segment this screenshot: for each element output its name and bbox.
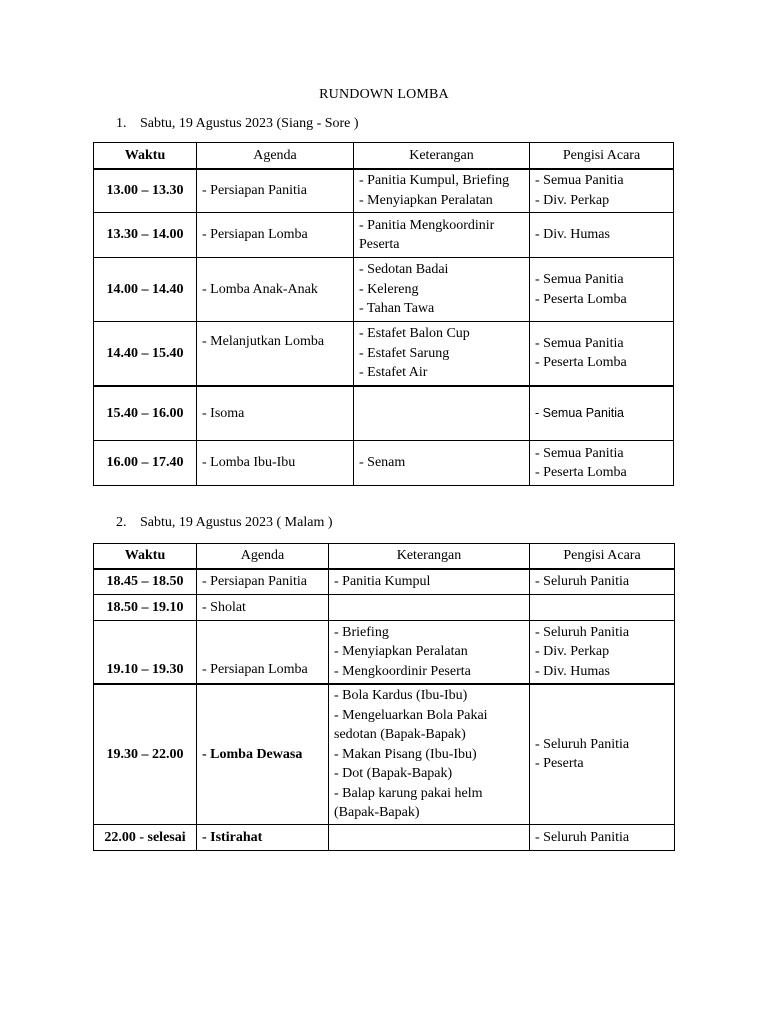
schedule-table-1 [93, 142, 674, 486]
keterangan-line: (Bapak-Bapak) [334, 805, 420, 820]
pengisi-line: - Div. Humas [535, 663, 610, 679]
keterangan-line: - Makan Pisang (Ibu-Ibu) [334, 746, 477, 762]
keterangan-line: - Mengkoordinir Peserta [334, 663, 471, 679]
pengisi-line: - Peserta Lomba [535, 355, 627, 371]
cell-keterangan [354, 258, 530, 322]
keterangan-line: - Dot (Bapak-Bapak) [334, 766, 453, 781]
cell-pengisi [530, 169, 674, 213]
cell-waktu: 15.40 – 16.00 [94, 386, 197, 441]
cell-agenda: - Sholat [197, 595, 329, 621]
keterangan-line: - Estafet Air [359, 365, 428, 380]
table-row [94, 258, 674, 322]
header-agenda: Agenda [197, 544, 329, 569]
section-2-heading [116, 515, 333, 531]
schedule-table-2 [93, 543, 675, 851]
keterangan-line: - Sedotan Badai [359, 262, 449, 278]
pengisi-line: - Seluruh Panitia [535, 736, 630, 752]
cell-agenda: - Melanjutkan Lomba [197, 322, 354, 386]
cell-pengisi [530, 621, 675, 684]
cell-waktu: 13.00 – 13.30 [94, 169, 197, 213]
pengisi-line: - Peserta Lomba [535, 291, 627, 307]
header-waktu: Waktu [94, 143, 197, 169]
pengisi-line: - Semua Panitia [535, 445, 624, 461]
cell-keterangan [354, 441, 530, 486]
cell-agenda: - Istirahat [197, 825, 329, 851]
keterangan-line: - Panitia Kumpul [334, 574, 431, 589]
keterangan-line: - Briefing [334, 624, 389, 640]
cell-pengisi [530, 441, 674, 486]
cell-waktu: 14.00 – 14.40 [94, 258, 197, 322]
keterangan-line: - Kelereng [359, 281, 419, 297]
header-waktu: Waktu [94, 544, 197, 569]
table-row [94, 684, 675, 825]
pengisi-line: - Semua Panitia [535, 173, 624, 189]
keterangan-line: - Bola Kardus (Ibu-Ibu) [334, 688, 468, 703]
cell-keterangan [354, 169, 530, 213]
cell-agenda: - Persiapan Lomba [197, 621, 329, 684]
cell-pengisi [530, 825, 675, 851]
cell-keterangan [354, 213, 530, 258]
table-row [94, 322, 674, 386]
table-row [94, 621, 675, 684]
pengisi-line: - Semua Panitia [535, 405, 624, 420]
cell-waktu: 19.10 – 19.30 [94, 621, 197, 684]
table-row [94, 386, 674, 441]
table-row [94, 825, 675, 851]
keterangan-line: - Mengeluarkan Bola Pakai [334, 707, 488, 723]
table-row [94, 595, 675, 621]
table-header-row [94, 143, 674, 169]
cell-waktu: 16.00 – 17.40 [94, 441, 197, 486]
cell-keterangan [329, 684, 530, 825]
cell-agenda: - Lomba Dewasa [197, 684, 329, 825]
pengisi-line: - Peserta [535, 756, 584, 772]
cell-waktu: 18.50 – 19.10 [94, 595, 197, 621]
keterangan-line: - Menyiapkan Peralatan [334, 644, 468, 659]
header-agenda: Agenda [197, 143, 354, 169]
cell-waktu: 18.45 – 18.50 [94, 569, 197, 595]
cell-waktu: 14.40 – 15.40 [94, 322, 197, 386]
cell-pengisi [530, 684, 675, 825]
keterangan-line: - Senam [359, 455, 406, 471]
cell-agenda: - Persiapan Panitia [197, 169, 354, 213]
pengisi-line: - Seluruh Panitia [535, 624, 630, 640]
pengisi-line: - Semua Panitia [535, 272, 624, 287]
pengisi-line: - Semua Panitia [535, 335, 624, 351]
cell-keterangan [329, 595, 530, 621]
cell-pengisi [530, 258, 674, 322]
section-1-number: 1. [116, 116, 127, 131]
pengisi-line: - Peserta Lomba [535, 465, 627, 480]
header-keterangan: Keterangan [354, 143, 530, 169]
keterangan-line: - Panitia Kumpul, Briefing [359, 173, 510, 189]
section-1-heading [116, 116, 359, 132]
pengisi-line: - Div. Humas [535, 227, 610, 243]
pengisi-line: - Seluruh Panitia [535, 574, 630, 589]
cell-pengisi [530, 595, 675, 621]
header-keterangan: Keterangan [329, 544, 530, 569]
pengisi-line: - Seluruh Panitia [535, 829, 630, 845]
cell-keterangan [354, 386, 530, 441]
keterangan-line: - Estafet Balon Cup [359, 326, 470, 341]
header-pengisi-acara: Pengisi Acara [530, 143, 674, 169]
table-row [94, 569, 675, 595]
cell-agenda: - Isoma [197, 386, 354, 441]
cell-agenda: - Persiapan Lomba [197, 213, 354, 258]
table-row [94, 213, 674, 258]
cell-pengisi [530, 386, 674, 441]
cell-pengisi [530, 569, 675, 595]
cell-keterangan [354, 322, 530, 386]
cell-pengisi [530, 322, 674, 386]
section-1-heading-text: Sabtu, 19 Agustus 2023 (Siang - Sore ) [140, 116, 359, 131]
cell-waktu: 19.30 – 22.00 [94, 684, 197, 825]
keterangan-line: sedotan (Bapak-Bapak) [334, 727, 466, 742]
cell-keterangan [329, 825, 530, 851]
keterangan-line: - Panitia Mengkoordinir [359, 217, 495, 233]
section-2-number: 2. [116, 515, 127, 530]
keterangan-line: - Estafet Sarung [359, 345, 450, 361]
table-header-row [94, 544, 675, 569]
table-row [94, 441, 674, 486]
header-pengisi-acara: Pengisi Acara [530, 544, 675, 569]
pengisi-line: - Div. Perkap [535, 192, 610, 208]
cell-agenda: - Persiapan Panitia [197, 569, 329, 595]
cell-pengisi [530, 213, 674, 258]
keterangan-line: - Menyiapkan Peralatan [359, 192, 493, 208]
cell-agenda: - Lomba Ibu-Ibu [197, 441, 354, 486]
keterangan-line: - Balap karung pakai helm [334, 785, 483, 801]
keterangan-line: - Tahan Tawa [359, 301, 435, 317]
cell-keterangan [329, 621, 530, 684]
cell-waktu: 22.00 - selesai [94, 825, 197, 851]
cell-waktu: 13.30 – 14.00 [94, 213, 197, 258]
cell-keterangan [329, 569, 530, 595]
section-2-heading-text: Sabtu, 19 Agustus 2023 ( Malam ) [140, 515, 333, 530]
pengisi-line: - Div. Perkap [535, 644, 610, 659]
table-row [94, 169, 674, 213]
keterangan-line: Peserta [359, 237, 400, 252]
document-title: RUNDOWN LOMBA [319, 87, 449, 102]
cell-agenda: - Lomba Anak-Anak [197, 258, 354, 322]
